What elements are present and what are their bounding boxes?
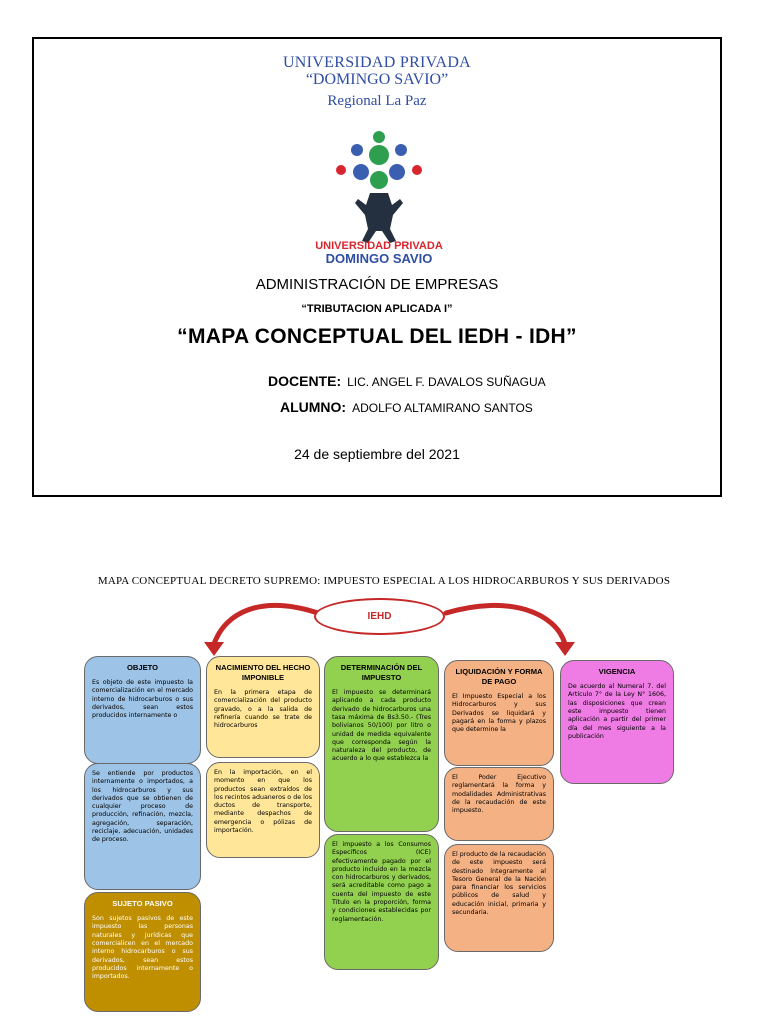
right-arrow-curve [446,605,565,644]
determinacion-ice-text: El impuesto a los Consumos Específicos (ICE) efectivamente pagado por el producto incluido en la mezcla con hidrocarburos y derivados, será acreditable como pago a cuenta del impuesto de este Título en la proporción, forma y condiciones establecidas por reglamentación. [332,841,431,923]
vigencia-box [560,660,674,784]
nacimiento-box [206,656,320,758]
liquidacion-reglamento-text: El Poder Ejecutivo reglamentará la forma y modalidades Administrativas de la recaudación de este impuesto. [452,774,546,815]
iehd-center-node: IEHD [314,598,445,635]
docente-name: LIC. ANGEL F. DAVALOS SUÑAGUA [347,375,546,389]
concept-map-title: MAPA CONCEPTUAL DECRETO SUPREMO: IMPUESTO ESPECIAL A LOS HIDROCARBUROS Y SUS DERIVADOS [97,575,671,587]
university-name: UNIVERSIDAD PRIVADA [282,54,472,71]
liquidacion-text: El Impuesto Especial a los Hidrocarburos y sus Derivados se liquidará y pagará en la forma y plazos que determine la [452,693,546,734]
university-logo [304,125,454,265]
alumno-label: ALUMNO: [280,399,347,415]
nacimiento-import-box [206,762,320,858]
determinacion-heading: DETERMINACIÓN DEL IMPUESTO [340,663,423,683]
sujeto-pasivo-text: Son sujetos pasivos de este impuesto las personas naturales y jurídicas que comercialicen en el mercado interno hidrocarburos o sus derivados, sean estos producidos internamente o importados. [92,915,193,981]
university-name-quoted: “DOMINGO SAVIO” [305,71,449,88]
cover-frame [32,37,722,497]
objeto-detail-text: Se entiende por productos internamente o importados, a los hidrocarburos y sus derivados que se obtienen de cualquier proceso de producción, refinación, mezcla, agregación, separación, reciclaje, adecuación, unidades de proceso. [92,770,193,844]
liquidacion-destino-box [444,844,554,952]
objeto-text: Es objeto de este impuesto la comercialización en el mercado interno de hidrocarburos o sus derivados, sean estos producidos internamente o [92,679,193,720]
objeto-heading: OBJETO [126,663,159,672]
sujeto-pasivo-box [84,892,201,1012]
document-date: 24 de septiembre del 2021 [294,446,460,462]
liquidacion-reglamento-box [444,767,554,841]
determinacion-ice-box [324,834,439,970]
vigencia-text: De acuerdo al Numeral 7. del Artículo 7° de la Ley N° 1606, las disposiciones que crean este impuesto tienen aplicación a partir del primer día del mes siguiente a la publicación [568,683,666,740]
objeto-detail-box [84,763,201,890]
alumno-line [280,399,533,415]
determinacion-box [324,656,439,832]
career-label: ADMINISTRACIÓN DE EMPRESAS [255,276,499,293]
determinacion-text: El impuesto se determinará aplicando a cada producto derivado de hidrocarburos una tasa máxima de Bs3.50.- (Tres bolivianos 50/100) por litro o unidad de medida equivalente que corresponda según la naturaleza del producto, de acuerdo a lo que establezca la [332,689,431,763]
vigencia-heading: VIGENCIA [598,667,636,676]
right-arrow-head-icon [555,642,575,656]
left-arrow-curve [214,605,318,644]
nacimiento-heading: NACIMIENTO DEL HECHO IMPONIBLE [215,663,311,683]
alumno-name: ADOLFO ALTAMIRANO SANTOS [352,401,533,415]
sujeto-pasivo-heading: SUJETO PASIVO [112,899,173,908]
logo-text-top: UNIVERSIDAD PRIVADA [315,240,443,252]
nacimiento-text: En la primera etapa de comercialización del producto gravado, o a la salida de refinería cuando se trate de hidrocarburos [214,689,312,730]
liquidacion-box [444,660,554,766]
objeto-box [84,656,201,764]
docente-line [268,373,546,389]
logo-text-bottom: DOMINGO SAVIO [325,251,433,265]
liquidacion-destino-text: El producto de la recaudación de este impuesto será destinado íntegramente al Tesoro General de la Nación para financiar los servicios públicos de salud y educación inicial, primaria y secundaria. [452,851,546,917]
subject-label: “TRIBUTACION APLICADA I” [301,303,453,315]
liquidacion-heading: LIQUIDACIÓN Y FORMA DE PAGO [455,667,543,687]
regional-label: Regional La Paz [327,93,427,109]
nacimiento-import-text: En la importación, en el momento en que los productos sean extraídos de los recintos aduaneros o de los ductos de transporte, mediante despachos de emergencia o pólizas de importación. [214,769,312,835]
document-title: “MAPA CONCEPTUAL DEL IEDH - IDH” [177,325,577,348]
left-arrow-head-icon [204,642,224,656]
docente-label: DOCENTE: [268,373,342,389]
